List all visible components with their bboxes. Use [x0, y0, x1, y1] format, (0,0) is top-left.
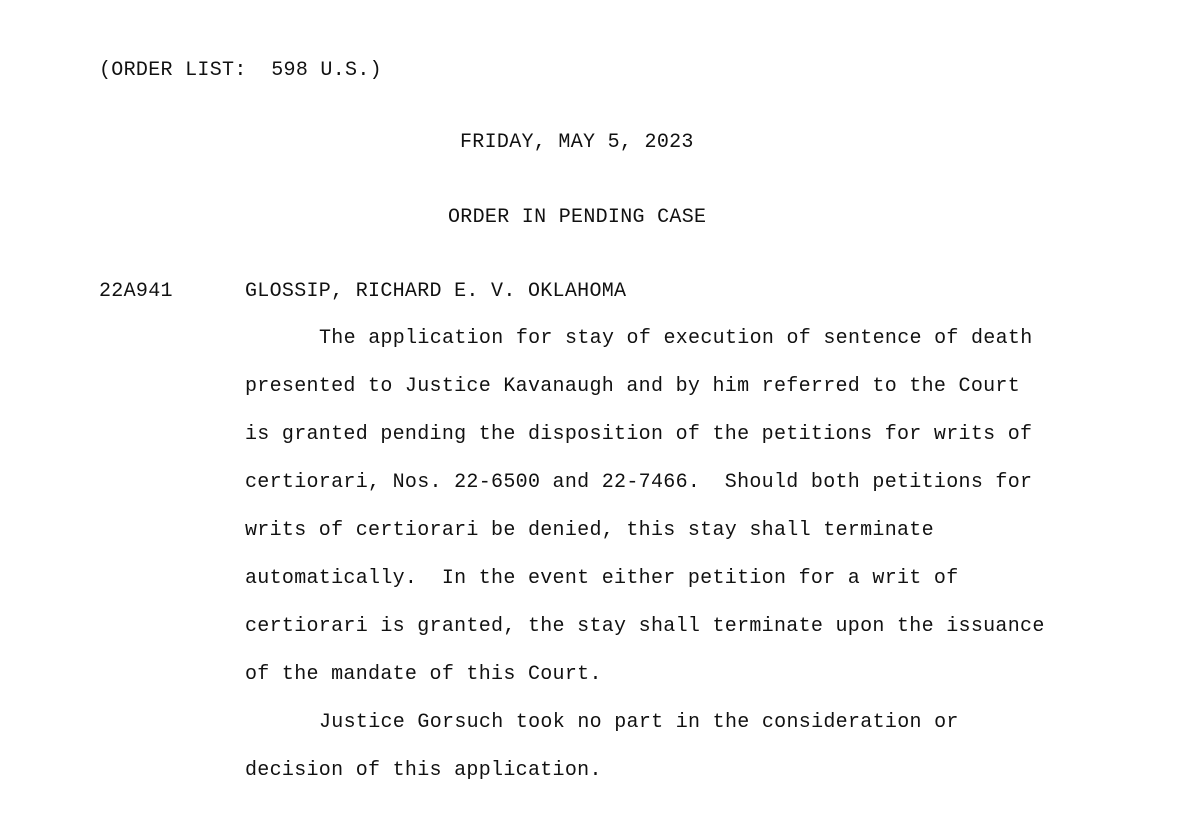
order-paragraph-stay [245, 327, 1045, 711]
docket-number: 22A941 [99, 280, 173, 303]
paragraph-line: Justice Gorsuch took no part in the consideration or [319, 711, 959, 734]
paragraph-line: certiorari is granted, the stay shall terminate upon the issuance [245, 615, 1045, 638]
paragraph-line: The application for stay of execution of sentence of death [319, 327, 1033, 350]
order-paragraph-recusal [245, 711, 959, 807]
paragraph-line: presented to Justice Kavanaugh and by him referred to the Court [245, 375, 1021, 398]
order-date: FRIDAY, MAY 5, 2023 [460, 131, 694, 154]
paragraph-line: automatically. In the event either petition for a writ of [245, 567, 959, 590]
order-list-label: (ORDER LIST: 598 U.S.) [99, 59, 382, 82]
paragraph-line: of the mandate of this Court. [245, 663, 602, 686]
paragraph-line: certiorari, Nos. 22-6500 and 22-7466. Should both petitions for [245, 471, 1033, 494]
paragraph-line: is granted pending the disposition of the petitions for writs of [245, 423, 1033, 446]
order-heading: ORDER IN PENDING CASE [448, 206, 707, 229]
case-caption: GLOSSIP, RICHARD E. V. OKLAHOMA [245, 280, 627, 303]
paragraph-line: decision of this application. [245, 759, 602, 782]
paragraph-line: writs of certiorari be denied, this stay shall terminate [245, 519, 934, 542]
